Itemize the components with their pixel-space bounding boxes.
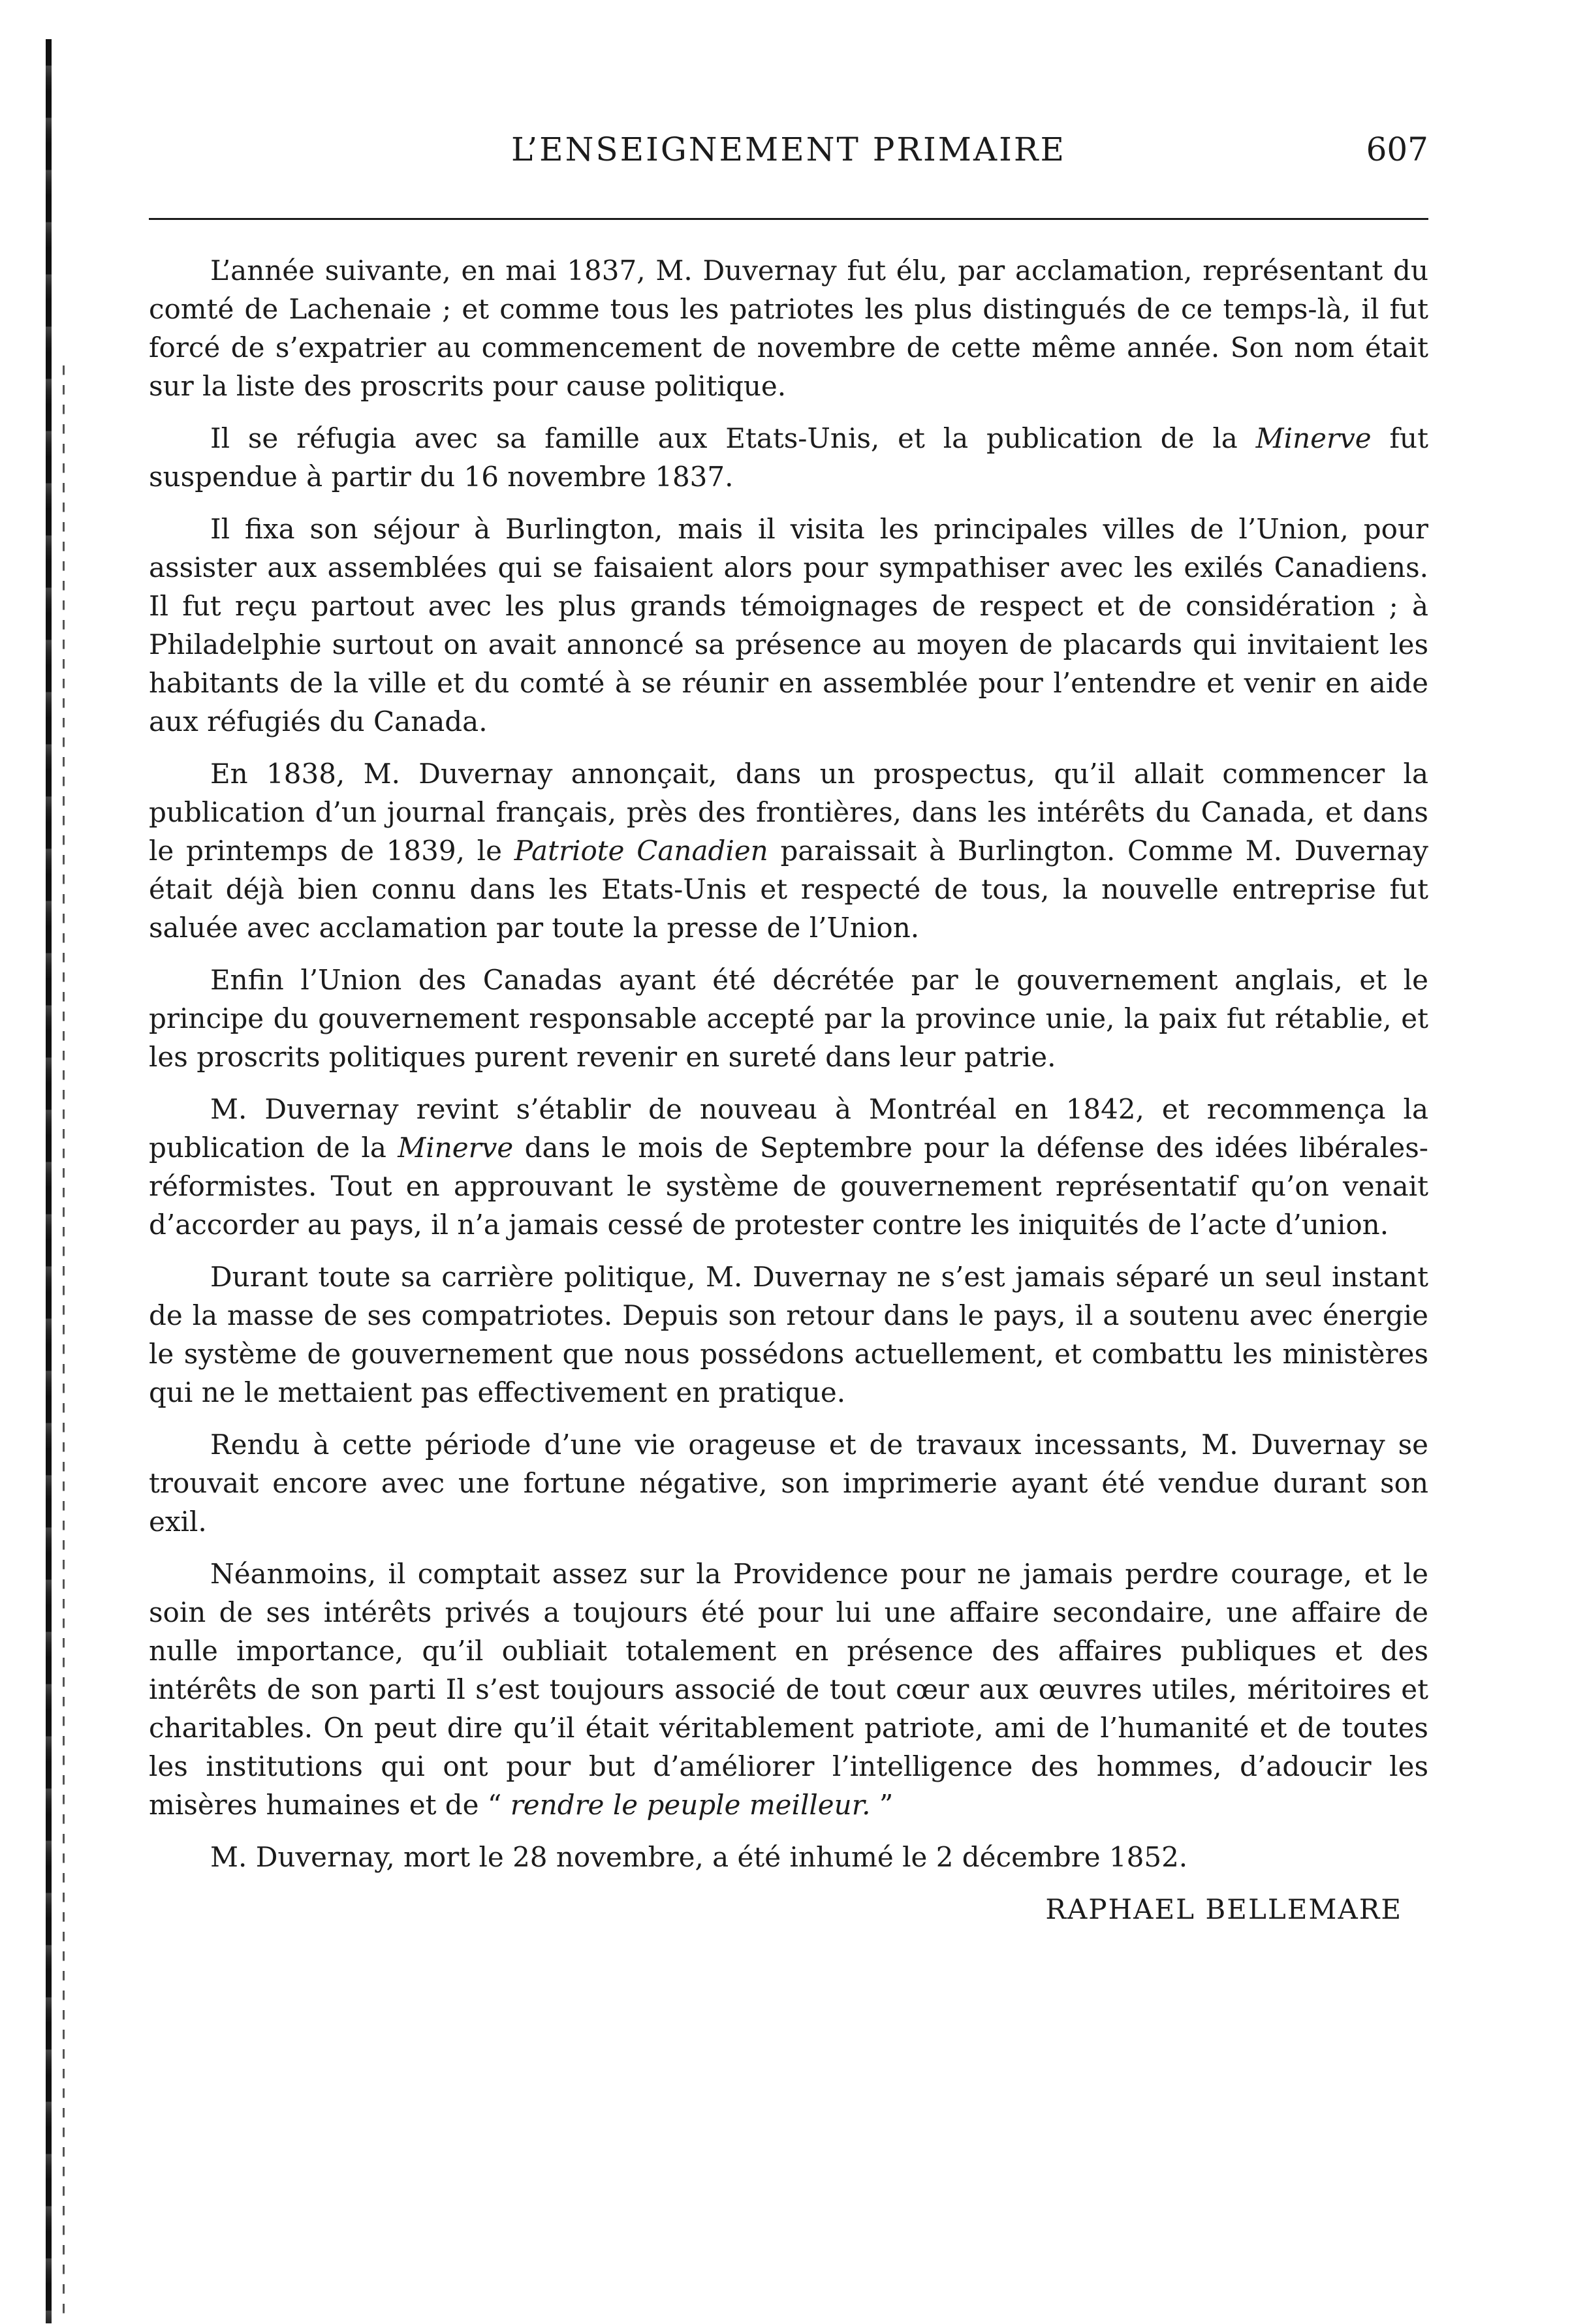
binding-edge-dots: [63, 365, 65, 2323]
paragraph: [149, 1425, 1428, 1541]
text-run: dans le mois de Septembre pour la défense des idées libérales-réformistes. Tout en approuvant le système de gouvernement représentatif qu’on venait d’accorder au pays, il n’a jamais cessé de protester contre les iniquités de l’acte d’union.: [149, 1132, 1428, 1241]
paragraph: [149, 754, 1428, 947]
paragraph: [149, 1258, 1428, 1412]
body-text: [149, 251, 1428, 1929]
text-run: L’année suivante, en mai 1837, M. Duvernay fut élu, par acclamation, représentant du comté de Lachenaie ; et comme tous les patriotes les plus distingués de ce temps-là, il fut forcé de s’expatrier au commencement de novembre de cette même année. Son nom était sur la liste des proscrits pour cause politique.: [149, 255, 1428, 402]
newspaper-title: Patriote Canadien: [514, 835, 768, 867]
text-run: Il se réfugia avec sa famille aux Etats-Unis, et la publication de la: [210, 422, 1256, 454]
author-signature: RAPHAEL BELLEMARE: [1045, 1893, 1402, 1925]
text-run: fut suspendue à partir du 16 novembre 1837.: [149, 422, 1428, 493]
paragraph: [149, 510, 1428, 741]
running-title: L’ENSEIGNEMENT PRIMAIRE: [511, 131, 1066, 168]
newspaper-title: Minerve: [398, 1132, 514, 1164]
text-run: M. Duvernay revint s’établir de nouveau à Montréal en 1842, et recommença la publication de la: [149, 1093, 1428, 1164]
paragraph: [149, 1838, 1428, 1876]
page-number: 607: [1366, 131, 1428, 168]
text-run: Enfin l’Union des Canadas ayant été décrétée par le gouvernement anglais, et le principe du gouvernement responsable accepté par la province unie, la paix fut rétablie, et les proscrits politiques purent revenir en sureté dans leur patrie.: [149, 964, 1428, 1073]
page-header: [149, 131, 1428, 176]
paragraph: [149, 1555, 1428, 1824]
binding-edge: [46, 39, 52, 2323]
text-run: Néanmoins, il comptait assez sur la Providence pour ne jamais perdre courage, et le soin de ses intérêts privés a toujours été pour lui une affaire secondaire, une affaire de nulle importance, qu’il oubliait totalement en présence des affaires publiques et des intérêts de son parti Il s’est toujours associé de tout cœur aux œuvres utiles, méritoires et charitables. On peut dire qu’il était véritablement patriote, ami de l’humanité et de toutes les institutions qui ont pour but d’améliorer l’intelligence des hommes, d’adoucir les misères humaines et de “: [149, 1558, 1428, 1821]
text-run: paraissait à Burlington. Comme M. Duvernay était déjà bien connu dans les Etats-Unis et respecté de tous, la nouvelle entreprise fut saluée avec acclamation par toute la presse de l’Union.: [149, 835, 1428, 944]
quotation: rendre le peuple meilleur.: [510, 1789, 871, 1821]
text-run: Il fixa son séjour à Burlington, mais il visita les principales villes de l’Union, pour assister aux assemblées qui se faisaient alors pour sympathiser avec les exilés Canadiens. Il fut reçu partout avec les plus grands témoignages de respect et de considération ; à Philadelphie surtout on avait annoncé sa présence au moyen de placards qui invitaient les habitants de la ville et du comté à se réunir en assemblée pour l’entendre et venir en aide aux réfugiés du Canada.: [149, 513, 1428, 737]
text-run: ”: [870, 1789, 894, 1821]
newspaper-title: Minerve: [1255, 422, 1372, 454]
text-run: Rendu à cette période d’une vie orageuse et de travaux incessants, M. Duvernay se trouvait encore avec une fortune négative, son imprimerie ayant été vendue durant son exil.: [149, 1429, 1428, 1538]
paragraph: [149, 251, 1428, 405]
paragraph: [149, 1090, 1428, 1244]
paragraph: [149, 961, 1428, 1076]
header-rule: [149, 218, 1428, 220]
paragraph: [149, 419, 1428, 496]
text-run: M. Duvernay, mort le 28 novembre, a été inhumé le 2 décembre 1852.: [210, 1841, 1188, 1873]
text-run: En 1838, M. Duvernay annonçait, dans un prospectus, qu’il allait commencer la publication d’un journal français, près des frontières, dans les intérêts du Canada, et dans le printemps de 1839, le: [149, 758, 1428, 867]
text-run: Durant toute sa carrière politique, M. Duvernay ne s’est jamais séparé un seul instant de la masse de ses compatriotes. Depuis son retour dans le pays, il a soutenu avec énergie le système de gouvernement que nous possédons actuellement, et combattu les ministères qui ne le mettaient pas effectivement en pratique.: [149, 1261, 1428, 1408]
